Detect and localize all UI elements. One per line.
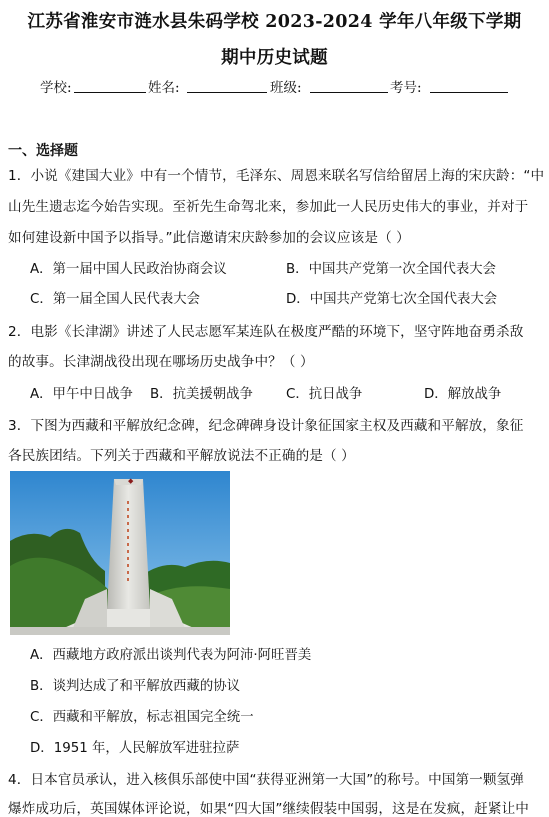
school-label: 学校:: [40, 80, 72, 96]
class-blank: [310, 92, 388, 93]
q1-option-d: D．中国共产党第七次全国代表大会: [286, 292, 498, 307]
q3-option-b: B．谈判达成了和平解放西藏的协议: [30, 679, 241, 694]
student-info-row: [40, 76, 510, 96]
name-blank: [187, 92, 267, 93]
q2-option-b: B．抗美援朝战争: [150, 387, 253, 402]
q3-option-c: C．西藏和平解放，标志祖国完全统一: [30, 710, 254, 725]
exam-no-label: 考号:: [390, 80, 422, 96]
q4-line-1: 4．日本官员承认，进入核俱乐部使中国“获得亚洲第一大国”的称号。中国第一颗氢弹: [8, 772, 525, 788]
q1-line-3: 如何建设新中国予以指导。”此信邀请宋庆龄参加的会议应该是（ ）: [8, 230, 410, 246]
section-title-choice: 一、选择题: [8, 143, 78, 159]
exam-title-line1: 江苏省淮安市涟水县朱码学校 2023-2024 学年八年级下学期: [27, 12, 522, 32]
q2-option-c: C．抗日战争: [286, 387, 363, 402]
q3-line-1: 3．下图为西藏和平解放纪念碑，纪念碑碑身设计象征国家主权及西藏和平解放，象征: [8, 418, 524, 434]
school-blank: [74, 92, 146, 93]
exam-no-blank: [430, 92, 508, 93]
q1-option-c: C．第一届全国人民代表大会: [30, 292, 201, 307]
q2-line-2: 的故事。长津湖战役出现在哪场历史战争中？（ ）: [8, 354, 314, 370]
name-label: 姓名:: [148, 80, 180, 96]
svg-text:◆: ◆: [128, 477, 134, 485]
q2-option-d: D．解放战争: [424, 387, 502, 402]
monument-photo: [10, 471, 230, 635]
exam-title-line2: 期中历史试题: [221, 48, 328, 68]
q3-line-2: 各民族团结。下列关于西藏和平解放说法不正确的是（ ）: [8, 448, 355, 464]
q1-line-2: 山先生遗志迄今始告实现。至祈先生命驾北来，参加此一人民历史伟大的事业，并对于: [8, 199, 529, 215]
q1-option-b: B．中国共产党第一次全国代表大会: [286, 262, 497, 277]
q1-option-a: A．第一届中国人民政治协商会议: [30, 262, 227, 277]
q2-option-a: A．甲午中日战争: [30, 387, 133, 402]
q3-option-d: D．1951 年，人民解放军进驻拉萨: [30, 741, 240, 756]
q3-option-a: A．西藏地方政府派出谈判代表为阿沛·阿旺晋美: [30, 648, 312, 663]
class-label: 班级:: [270, 80, 302, 96]
q2-line-1: 2．电影《长津湖》讲述了人民志愿军某连队在极度严酷的环境下，坚守阵地奋勇杀敌: [8, 324, 524, 340]
q4-line-2: 爆炸成功后，英国媒体评论说，如果“四大国”继续假装中国弱，这是在发疯，赶紧让中: [8, 801, 529, 817]
q1-line-1: 1．小说《建国大业》中有一个情节，毛泽东、周恩来联名写信给留居上海的宋庆龄：“中: [8, 168, 545, 184]
